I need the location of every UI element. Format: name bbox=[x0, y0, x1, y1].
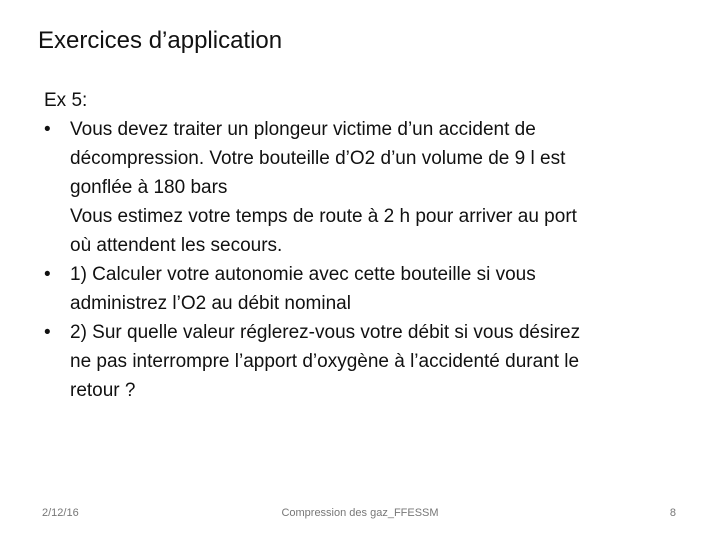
bullet-list bbox=[44, 115, 694, 405]
page-number: 8 bbox=[669, 507, 676, 519]
footer-title: Compression des gaz_FFESSM bbox=[281, 507, 439, 519]
text-line: décompression. Votre bouteille d’O2 d’un volume de 9 l est bbox=[70, 148, 566, 169]
list-item bbox=[44, 318, 694, 405]
bullet-icon: • bbox=[44, 322, 51, 343]
exercise-label: Ex 5: bbox=[44, 90, 88, 111]
slide-title: Exercices d’application bbox=[38, 27, 283, 54]
text-line: administrez l’O2 au débit nominal bbox=[70, 293, 351, 314]
footer-date: 2/12/16 bbox=[42, 507, 79, 519]
text-line: 1) Calculer votre autonomie avec cette bouteille si vous bbox=[70, 264, 536, 285]
list-item bbox=[44, 115, 694, 260]
text-line: Vous estimez votre temps de route à 2 h pour arriver au port bbox=[70, 206, 577, 227]
text-line: gonflée à 180 bars bbox=[70, 177, 228, 198]
bullet-icon: • bbox=[44, 119, 51, 140]
text-line: retour ? bbox=[70, 380, 136, 401]
text-line: ne pas interrompre l’apport d’oxygène à l’accidenté durant le bbox=[70, 351, 580, 372]
text-line: Vous devez traiter un plongeur victime d’un accident de bbox=[70, 119, 536, 140]
text-line: où attendent les secours. bbox=[70, 235, 283, 256]
text-line: 2) Sur quelle valeur réglerez-vous votre débit si vous désirez bbox=[70, 322, 581, 343]
bullet-icon: • bbox=[44, 264, 51, 285]
slide-content bbox=[44, 86, 694, 405]
list-item bbox=[44, 260, 694, 318]
